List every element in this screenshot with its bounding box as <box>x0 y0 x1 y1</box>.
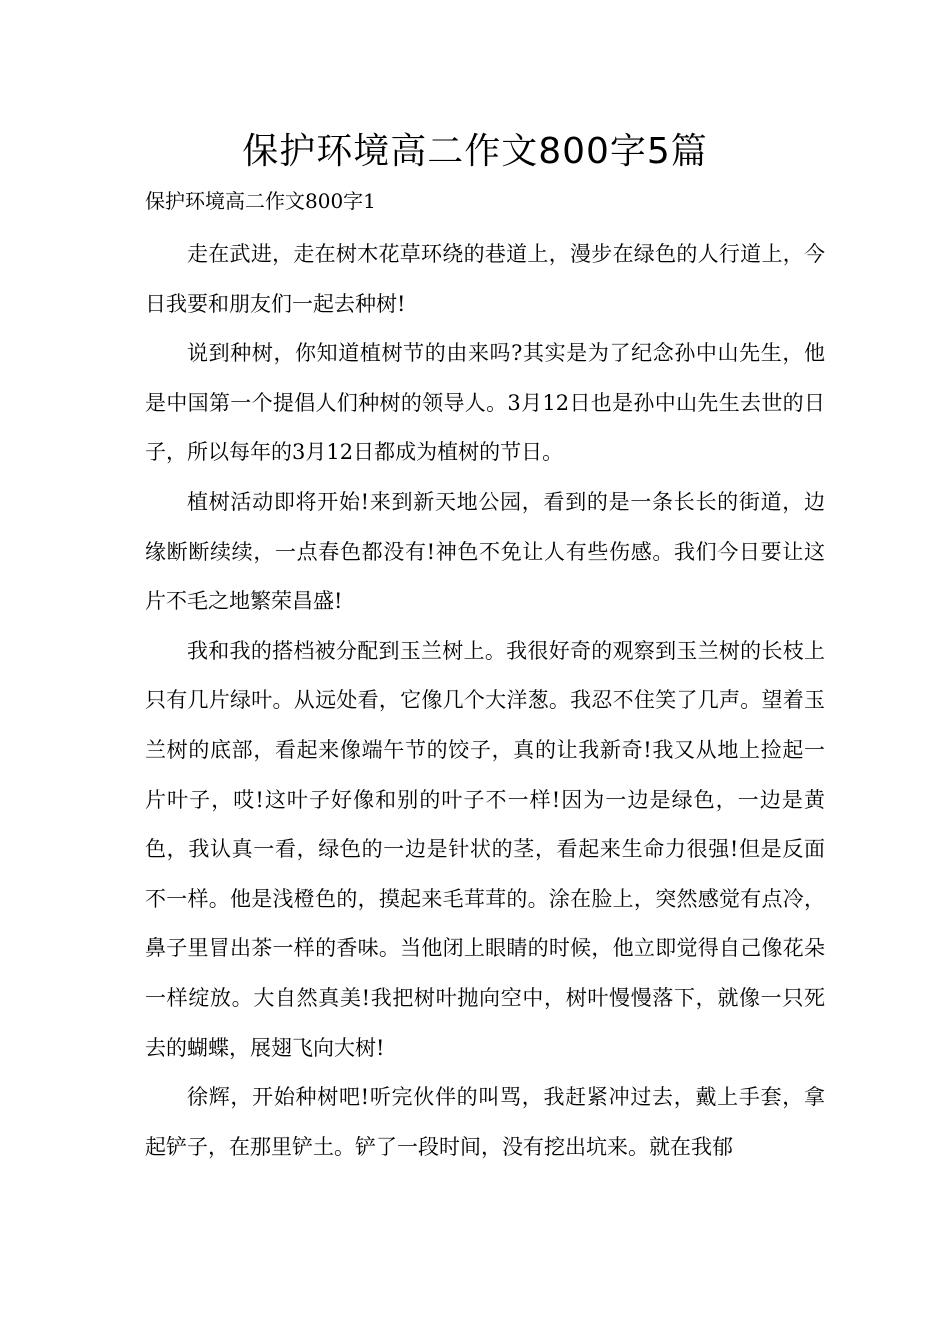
paragraph: 植树活动即将开始!来到新天地公园，看到的是一条长长的街道，边缘断断续续，一点春色都没有!神色不免让人有些伤感。我们今日要让这片不毛之地繁荣昌盛! <box>145 489 825 614</box>
document-title: 保护环境高二作文800字5篇 <box>242 131 708 172</box>
paragraph: 我和我的搭档被分配到玉兰树上。我很好奇的观察到玉兰树的长枝上只有几片绿叶。从远处看，它像几个大洋葱。我忍不住笑了几声。望着玉兰树的底部，看起来像端午节的饺子，真的让我新奇!我又从地上捡起一片叶子，哎!这叶子好像和别的叶子不一样!因为一边是绿色，一边是黄色，我认真一看，绿色的一边是针状的茎，看起来生命力很强!但是反面不一样。他是浅橙色的，摸起来毛茸茸的。涂在脸上，突然感觉有点冷，鼻子里冒出茶一样的香味。当他闭上眼睛的时候，他立即觉得自己像花朵一样绽放。大自然真美!我把树叶抛向空中，树叶慢慢落下，就像一只死去的蝴蝶，展翅飞向大树! <box>145 638 825 1060</box>
essay-subtitle: 保护环境高二作文800字1 <box>145 189 376 213</box>
essay-body <box>145 230 825 1172</box>
paragraph: 徐辉，开始种树吧!听完伙伴的叫骂，我赶紧冲过去，戴上手套，拿起铲子，在那里铲土。铲了一段时间，没有挖出坑来。就在我郁 <box>145 1085 825 1159</box>
paragraph: 走在武进，走在树木花草环绕的巷道上，漫步在绿色的人行道上，今日我要和朋友们一起去种树! <box>145 242 825 316</box>
paragraph: 说到种树，你知道植树节的由来吗?其实是为了纪念孙中山先生，他是中国第一个提倡人们种树的领导人。3月12日也是孙中山先生去世的日子，所以每年的3月12日都成为植树的节日。 <box>145 341 825 465</box>
